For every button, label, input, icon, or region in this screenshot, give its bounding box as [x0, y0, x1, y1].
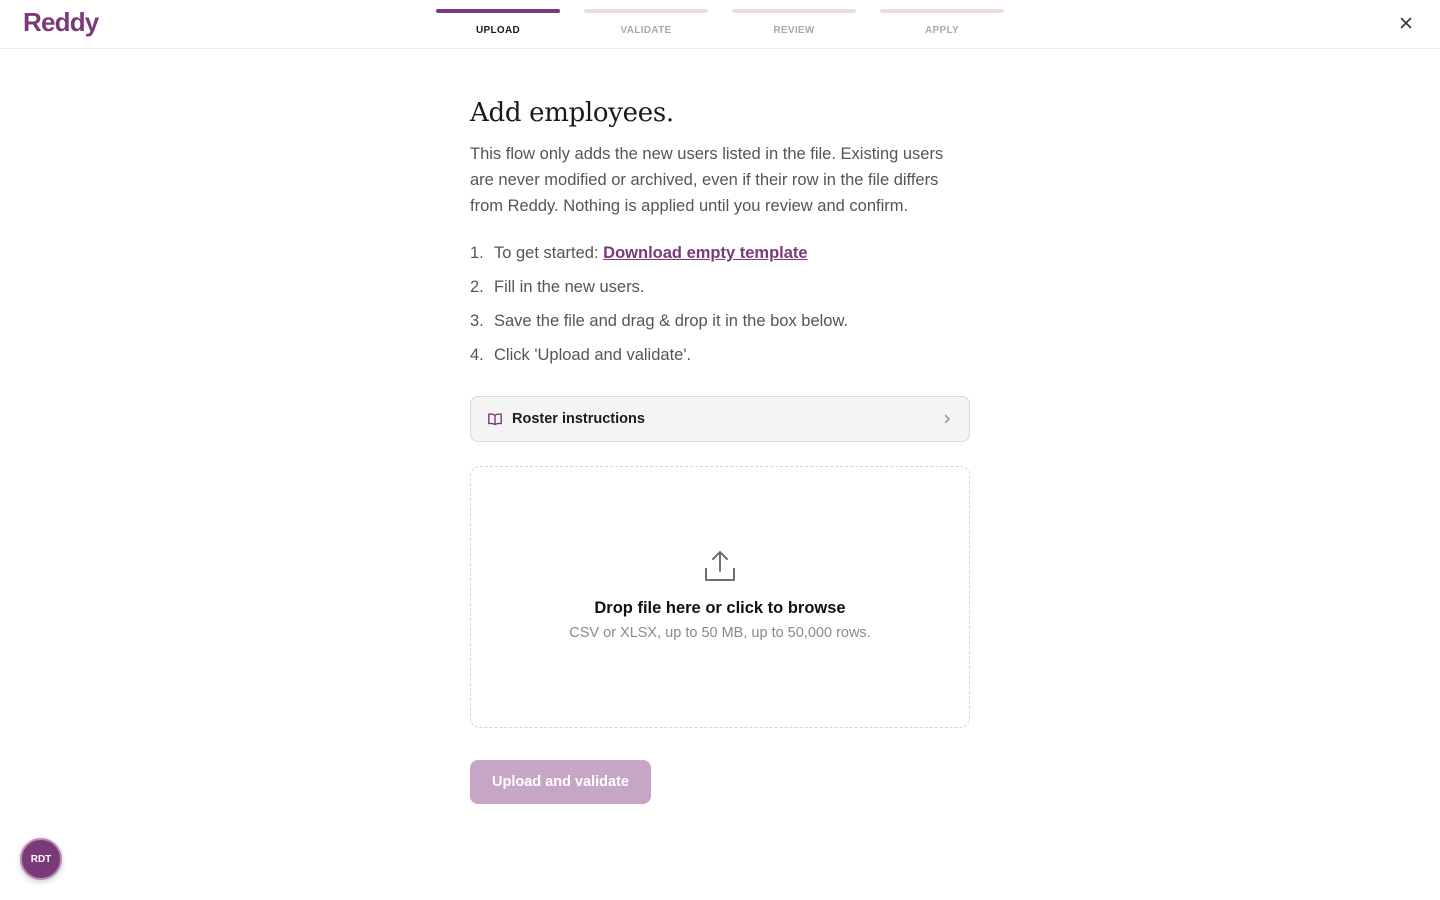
list-item [470, 345, 970, 379]
book-open-icon [487, 411, 503, 427]
upload-and-validate-button[interactable]: Upload and validate [470, 760, 651, 804]
chevron-right-icon [941, 413, 953, 425]
main-content [470, 96, 970, 804]
top-bar [0, 0, 1440, 49]
list-number: 4. [470, 346, 484, 364]
list-text: To get started: [494, 244, 604, 262]
progress-stepper [436, 9, 1004, 36]
dropzone-subtitle: CSV or XLSX, up to 50 MB, up to 50,000 rows. [569, 625, 871, 641]
step-bar [584, 9, 708, 13]
brand-logo[interactable]: Reddy [23, 7, 99, 37]
list-item [470, 311, 970, 345]
step-upload [436, 9, 560, 36]
intro-text: This flow only adds the new users listed in the file. Existing users are never modified or archived, even if their row in the file differs from Reddy. Nothing is applied until you review and confirm. [470, 145, 944, 215]
download-template-link[interactable]: Download empty template [603, 244, 808, 262]
list-text: Fill in the new users. [494, 278, 645, 296]
page-title: Add employees. [470, 98, 674, 128]
list-number: 2. [470, 278, 484, 296]
instructions-list [470, 243, 970, 379]
step-label: REVIEW [773, 25, 815, 36]
roster-instructions-label: Roster instructions [512, 411, 645, 427]
step-label: UPLOAD [475, 25, 521, 36]
list-text: Save the file and drag & drop it in the box below. [494, 312, 849, 330]
dropzone-title: Drop file here or click to browse [594, 599, 846, 617]
close-icon [1396, 13, 1416, 33]
file-dropzone[interactable] [470, 466, 970, 728]
list-number: 1. [470, 244, 484, 262]
step-bar [732, 9, 856, 13]
close-button[interactable] [1396, 13, 1416, 33]
step-label: VALIDATE [620, 25, 672, 36]
step-review [732, 9, 856, 36]
list-text: Click 'Upload and validate'. [494, 346, 692, 364]
step-label: APPLY [925, 25, 959, 36]
step-validate [584, 9, 708, 36]
step-bar [880, 9, 1004, 13]
list-item [470, 277, 970, 311]
user-avatar[interactable]: RDT [20, 838, 62, 880]
upload-icon [703, 549, 737, 583]
list-number: 3. [470, 312, 484, 330]
list-item [470, 243, 970, 277]
step-bar [436, 9, 560, 13]
step-apply [880, 9, 1004, 36]
roster-instructions-toggle[interactable] [470, 396, 970, 442]
